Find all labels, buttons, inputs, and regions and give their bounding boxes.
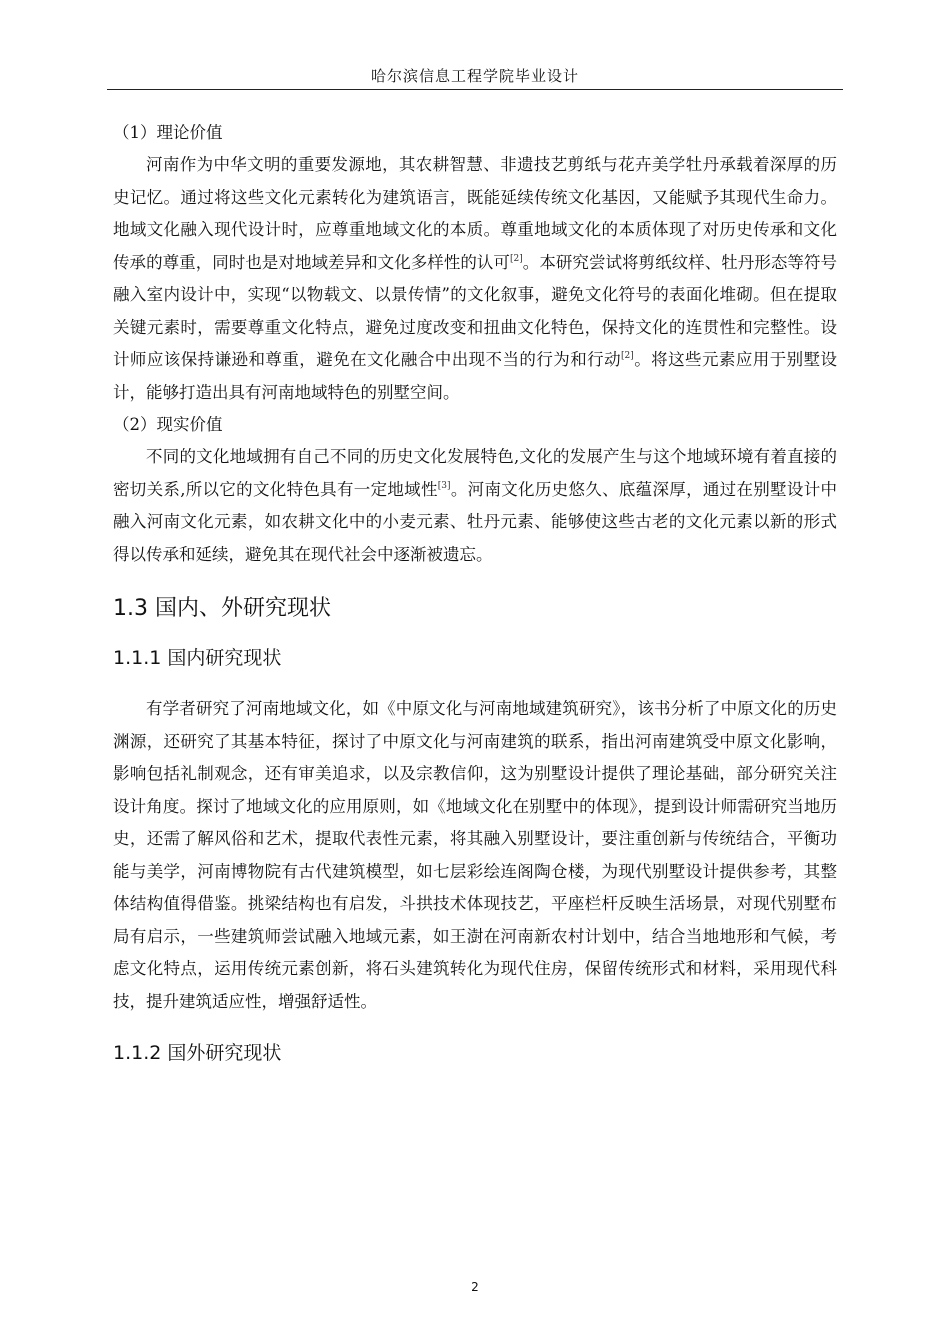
foreign-research-heading: 1.1.2 国外研究现状: [113, 1042, 282, 1064]
practical-text-part-2: 。河南文化历史悠久、底蕴深厚，通过在别墅设计中融入河南文化元素，如农耕文化中的小麦元素、牡丹元素、能够使这些古老的文化元素以新的形式得以传承和延续，避免其在现代社会中逐渐被遗忘。: [113, 479, 838, 564]
theory-text-part-3: 。将这些元素应用于别墅设计，能够打造出具有河南地域特色的别墅空间。: [113, 350, 838, 402]
research-status-heading: 1.3 国内、外研究现状: [113, 596, 331, 621]
citation-ref: [3]: [437, 480, 451, 491]
domestic-research-heading: 1.1.1 国内研究现状: [113, 647, 282, 669]
theory-value-paragraph: [113, 149, 837, 409]
citation-ref: [2]: [509, 253, 523, 264]
page-number: 2: [471, 1280, 479, 1294]
page-header: 哈尔滨信息工程学院毕业设计: [370, 67, 579, 85]
theory-text-part-2: 。本研究尝试将剪纸纹样、牡丹形态等符号融入室内设计中，实现“以物载文、以景传情”的文化叙事，避免文化符号的表面化堆砌。但在提取关键元素时，需要尊重文化特点，避免过度改变和扭曲文化特色，保持文化的连贯性和完整性。设计师应该保持谦逊和尊重，避免在文化融合中出现不当的行为和行动: [113, 252, 838, 369]
citation-ref: [2]: [621, 351, 634, 361]
domestic-research-paragraph: 有学者研究了河南地域文化，如《中原文化与河南地域建筑研究》，该书分析了中原文化的历史渊源，还研究了其基本特征，探讨了中原文化与河南建筑的联系，指出河南建筑受中原文化影响，影响包括礼制观念，还有审美追求，以及宗教信仰，这为别墅设计提供了理论基础，部分研究关注设计角度。探讨了地域文化的应用原则，如《地域文化在别墅中的体现》，提到设计师需研究当地历史，还需了解风俗和艺术，提取代表性元素，将其融入别墅设计，要注重创新与传统结合，平衡功能与美学，河南博物院有古代建筑模型，如七层彩绘连阁陶仓楼，为现代别墅设计提供参考，其整体结构值得借鉴。挑梁结构也有启发，斗拱技术体现技艺，平座栏杆反映生活场景，对现代别墅布局有启示，一些建筑师尝试融入地域元素，如王澍在河南新农村计划中，结合当地地形和气候，考虑文化特点，运用传统元素创新，将石头建筑转化为现代住房，保留传统形式和材料，采用现代科技，提升建筑适应性，增强舒适性。: [113, 699, 837, 1011]
practical-value-heading: （2）现实价值: [113, 415, 223, 434]
header-divider: [107, 89, 843, 90]
theory-value-heading: （1）理论价值: [113, 123, 223, 142]
page-body: [113, 117, 837, 1088]
practical-text-part-1: 不同的文化地域拥有自己不同的历史文化发展特色,文化的发展产生与这个地域环境有着直接的密切关系,所以它的文化特色具有一定地域性: [113, 447, 837, 499]
theory-text-part-1: 河南作为中华文明的重要发源地，其农耕智慧、非遗技艺剪纸与花卉美学牡丹承载着深厚的历史记忆。通过将这些文化元素转化为建筑语言，既能延续传统文化基因，又能赋予其现代生命力。地域文化融入现代设计时，应尊重地域文化的本质。尊重地域文化的本质体现了对历史传承和文化传承的尊重，同时也是对地域差异和文化多样性的认可: [113, 155, 837, 272]
practical-value-paragraph: [113, 441, 837, 571]
